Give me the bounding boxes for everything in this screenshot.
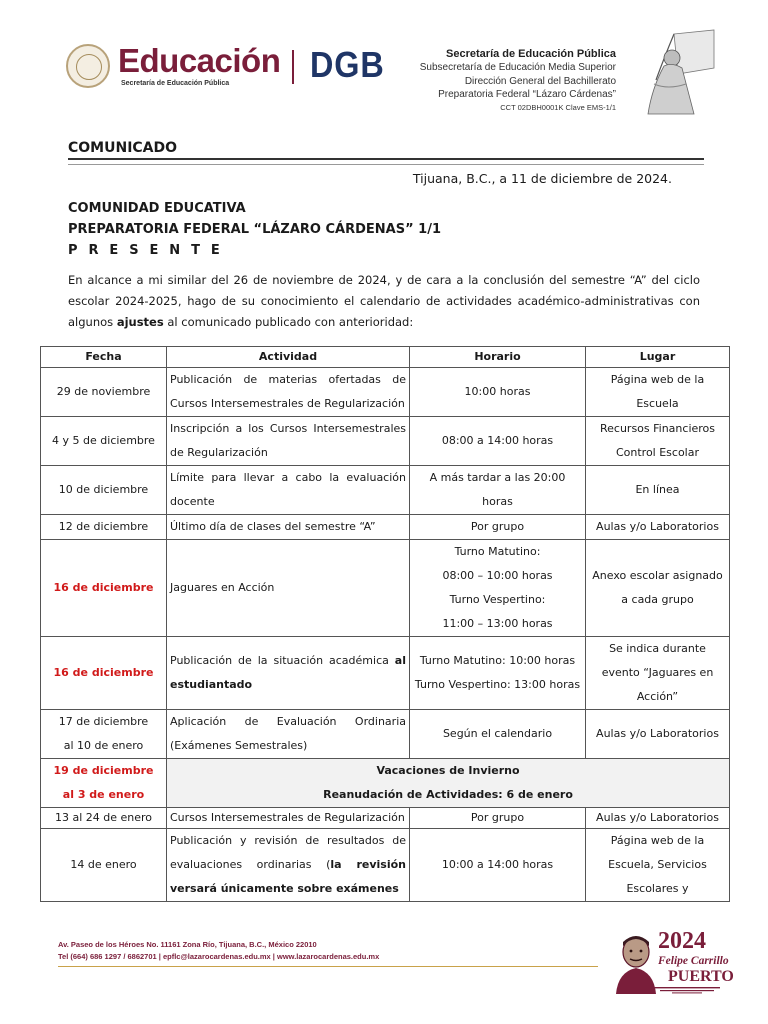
table-row bbox=[41, 515, 730, 540]
addressee-line: COMUNIDAD EDUCATIVA bbox=[68, 201, 246, 216]
actividad-bold: al estudiantado bbox=[170, 654, 406, 691]
vacaciones-resume: Reanudación de Actividades: 6 de enero bbox=[323, 788, 573, 801]
institution-block bbox=[420, 47, 616, 114]
actividad-text: Publicación de la situación académica bbox=[170, 654, 395, 667]
cell-fecha-highlight: 16 de diciembre bbox=[41, 637, 167, 710]
cell-fecha bbox=[41, 368, 167, 417]
table-row bbox=[41, 829, 730, 902]
cell-actividad bbox=[167, 637, 410, 710]
lugar-line: Escuela bbox=[636, 397, 679, 410]
felipe-carrillo-portrait bbox=[610, 932, 658, 994]
institution-line: Dirección General del Bachillerato bbox=[464, 75, 616, 87]
cell-actividad bbox=[167, 829, 410, 902]
horario-line: Turno Vespertino: 13:00 horas bbox=[414, 678, 581, 691]
cell-lugar bbox=[586, 540, 730, 637]
lugar-line: Se indica durante bbox=[609, 642, 706, 655]
national-seal-icon bbox=[66, 44, 110, 88]
cell-fecha-highlight bbox=[41, 759, 167, 808]
calendar-table bbox=[40, 346, 730, 902]
table-row bbox=[41, 808, 730, 829]
cell-actividad: Inscripción a los Cursos Intersemestrales de Regularización bbox=[167, 417, 410, 466]
lugar-line: Acción” bbox=[636, 690, 679, 703]
cell-actividad: Publicación de materias ofertadas de Cursos Intersemestrales de Regularización bbox=[167, 368, 410, 417]
cell-horario: Según el calendario bbox=[410, 710, 586, 759]
fecha-text: 29 de noviembre bbox=[56, 385, 151, 398]
intro-bold: ajustes bbox=[116, 315, 164, 329]
lugar-line: Página web de la bbox=[610, 834, 705, 847]
footer-contact: Tel (664) 686 1297 / 6862701 | epflc@lazarocardenas.edu.mx | www.lazarocardenas.edu.mx bbox=[58, 952, 380, 961]
educacion-logo: Educación bbox=[118, 42, 281, 79]
cell-lugar: Aulas y/o Laboratorios bbox=[586, 808, 730, 829]
logo-separator bbox=[292, 50, 294, 84]
cell-horario bbox=[410, 540, 586, 637]
cell-lugar bbox=[586, 637, 730, 710]
cell-actividad: Cursos Intersemestrales de Regularización bbox=[167, 808, 410, 829]
lugar-line: evento “Jaguares en bbox=[601, 666, 714, 679]
dgb-logo: DGB bbox=[310, 44, 385, 85]
table-row bbox=[41, 710, 730, 759]
fecha-line: 17 de diciembre bbox=[58, 715, 149, 728]
cell-vacaciones bbox=[167, 759, 730, 808]
institution-line: Subsecretaría de Educación Media Superior bbox=[419, 62, 616, 73]
cell-fecha: 13 al 24 de enero bbox=[41, 808, 167, 829]
cell-lugar: Aulas y/o Laboratorios bbox=[586, 515, 730, 540]
cell-horario: 10:00 horas bbox=[410, 368, 586, 417]
horario-line: 08:00 – 10:00 horas bbox=[442, 569, 553, 582]
addressee-line: PREPARATORIA FEDERAL “LÁZARO CÁRDENAS” 1/1 bbox=[68, 222, 442, 237]
cell-lugar: En línea bbox=[586, 466, 730, 515]
heading-rule bbox=[68, 158, 704, 160]
fecha-line: al 3 de enero bbox=[62, 788, 145, 801]
addressee-block bbox=[68, 198, 441, 261]
lugar-line: Página web de la bbox=[610, 373, 705, 386]
cell-actividad: Jaguares en Acción bbox=[167, 540, 410, 637]
cell-actividad: Límite para llevar a cabo la evaluación docente bbox=[167, 466, 410, 515]
table-row-vacaciones bbox=[41, 759, 730, 808]
intro-paragraph bbox=[68, 270, 700, 333]
cell-horario: 08:00 a 14:00 horas bbox=[410, 417, 586, 466]
heading-rule-secondary bbox=[68, 164, 704, 165]
cell-horario bbox=[410, 637, 586, 710]
horario-line: Turno Matutino: 10:00 horas bbox=[419, 654, 576, 667]
institution-line: Preparatoria Federal “Lázaro Cárdenas” bbox=[438, 89, 616, 100]
cell-fecha: 4 y 5 de diciembre bbox=[41, 417, 167, 466]
footer-address: Av. Paseo de los Héroes No. 11161 Zona Río, Tijuana, B.C., México 22010 bbox=[58, 940, 317, 949]
cell-actividad: Aplicación de Evaluación Ordinaria (Exámenes Semestrales) bbox=[167, 710, 410, 759]
cell-horario: Por grupo bbox=[410, 515, 586, 540]
cell-fecha bbox=[41, 710, 167, 759]
actividad-bold: la revisión versará únicamente sobre exámenes bbox=[170, 858, 406, 895]
year-logo-name: Felipe Carrillo bbox=[658, 955, 729, 967]
intro-text-end: al comunicado publicado con anterioridad: bbox=[163, 315, 414, 329]
table-row bbox=[41, 540, 730, 637]
cell-horario: 10:00 a 14:00 horas bbox=[410, 829, 586, 902]
lugar-line: a cada grupo bbox=[621, 593, 694, 606]
horario-line: 11:00 – 13:00 horas bbox=[442, 617, 553, 630]
lugar-line: Control Escolar bbox=[615, 446, 700, 459]
horario-line: Turno Matutino: bbox=[454, 545, 541, 558]
cell-lugar bbox=[586, 417, 730, 466]
cell-horario: A más tardar a las 20:00 horas bbox=[410, 466, 586, 515]
horario-line: Turno Vespertino: bbox=[449, 593, 546, 606]
fecha-line: 19 de diciembre bbox=[53, 764, 154, 777]
date-line: Tijuana, B.C., a 11 de diciembre de 2024. bbox=[412, 171, 672, 186]
vacaciones-title: Vacaciones de Invierno bbox=[376, 764, 520, 777]
table-row bbox=[41, 637, 730, 710]
actividad-text: Publicación y revisión de resultados de evaluaciones ordinarias ( bbox=[170, 834, 406, 871]
cell-fecha: 12 de diciembre bbox=[41, 515, 167, 540]
flag-woman-illustration bbox=[634, 28, 718, 116]
fecha-line: al 10 de enero bbox=[63, 739, 144, 752]
lugar-line: Escuela, Servicios bbox=[608, 858, 707, 871]
document-heading: COMUNICADO bbox=[68, 140, 178, 156]
cell-lugar bbox=[586, 829, 730, 902]
cell-horario: Por grupo bbox=[410, 808, 586, 829]
cell-fecha: 10 de diciembre bbox=[41, 466, 167, 515]
cell-lugar: Aulas y/o Laboratorios bbox=[586, 710, 730, 759]
table-row bbox=[41, 417, 730, 466]
year-logo-fineprint bbox=[652, 986, 724, 994]
cell-lugar bbox=[586, 368, 730, 417]
year-logo-surname: PUERTO bbox=[668, 968, 734, 985]
cell-fecha: 14 de enero bbox=[41, 829, 167, 902]
lugar-line: Escolares y bbox=[626, 882, 689, 895]
column-header: Lugar bbox=[586, 347, 730, 368]
table-row bbox=[41, 368, 730, 417]
lugar-line: Anexo escolar asignado bbox=[592, 569, 723, 582]
column-header: Horario bbox=[410, 347, 586, 368]
year-logo: 2024 bbox=[658, 928, 706, 954]
educacion-logo-subtitle: Secretaría de Educación Pública bbox=[121, 80, 230, 87]
addressee-presente: P R E S E N T E bbox=[68, 243, 223, 258]
cell-actividad: Último día de clases del semestre “A” bbox=[167, 515, 410, 540]
institution-line: Secretaría de Educación Pública bbox=[446, 48, 616, 60]
lugar-line: Recursos Financieros bbox=[599, 422, 716, 435]
footer-rule bbox=[58, 966, 598, 967]
table-row bbox=[41, 466, 730, 515]
intro-text: En alcance a mi similar del 26 de noviembre de 2024, y de cara a la conclusión del semestre “A” del ciclo escolar 2024-2025, hago de su conocimiento el calendario de actividades académico-administrativas con algunos bbox=[68, 273, 700, 329]
column-header: Fecha bbox=[41, 347, 167, 368]
cell-fecha-highlight: 16 de diciembre bbox=[41, 540, 167, 637]
institution-cct: CCT 02DBH0001K Clave EMS-1/1 bbox=[500, 102, 616, 112]
table-header-row bbox=[41, 347, 730, 368]
column-header: Actividad bbox=[167, 347, 410, 368]
